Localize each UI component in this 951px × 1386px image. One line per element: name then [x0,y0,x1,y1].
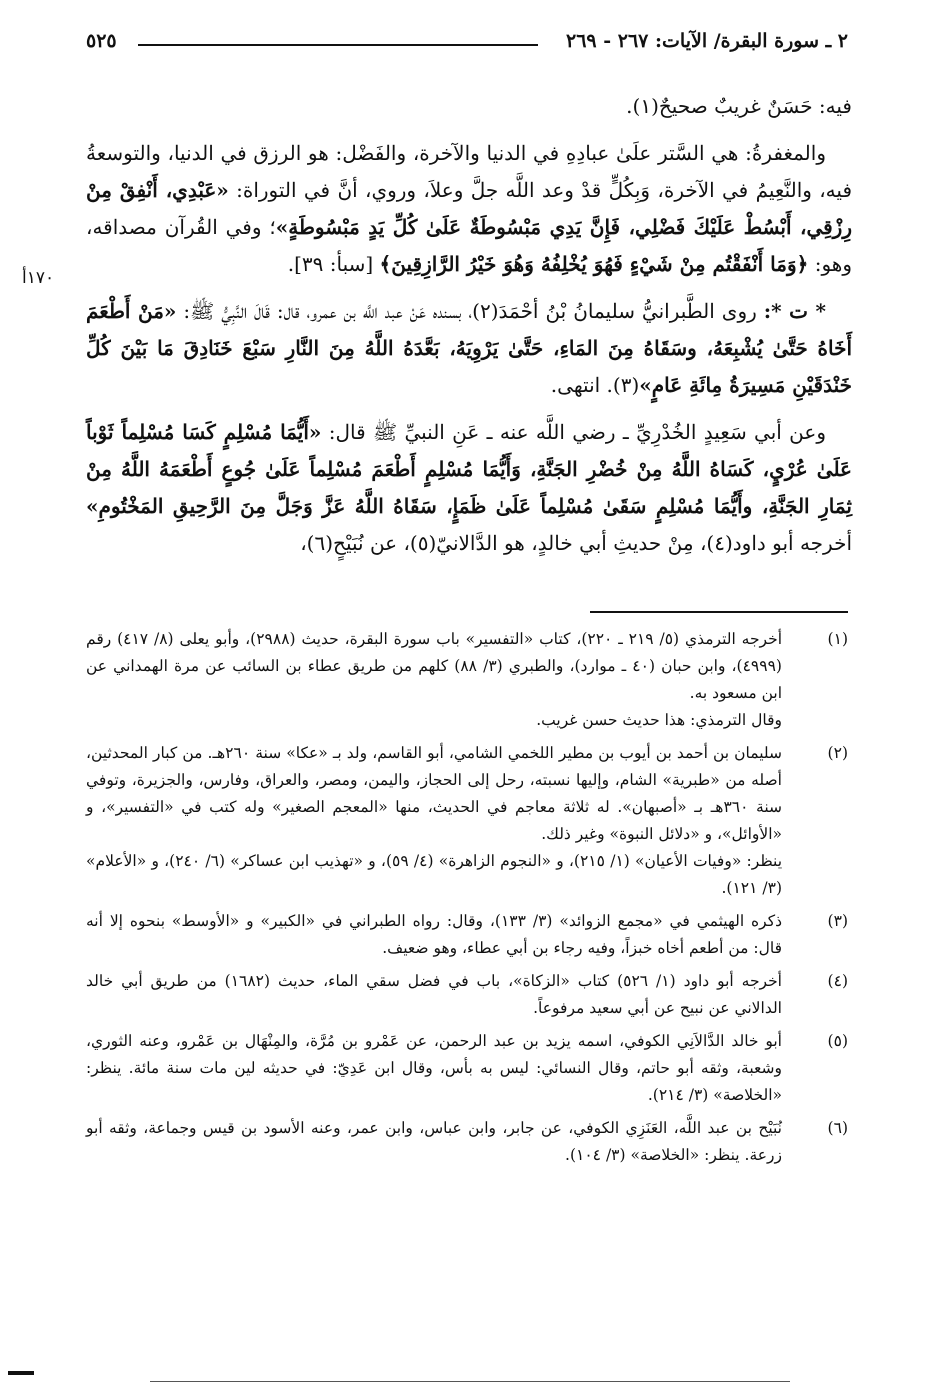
bottom-rule [150,1381,790,1382]
paragraph-2 [86,135,852,283]
p2-hadith-quote: «عَبْدِي، أَنْفِقْ مِنْ رِزْقِي، أَبْسُطْ عَلَيْكَ فَضْلِي، فَإِنَّ يَدِي مَبْسُوطَةٌ عَلَىٰ كُلِّ يَدٍ مَبْسُوطَةٍ» [86,178,853,239]
running-title: ٢ ـ سورة البقرة/ الآيات: ٢٦٧ - ٢٦٩ [566,30,848,52]
p2-text-b: ؛ وفي القُرآن مصداقه، وهو: [86,215,852,276]
p2-quran-verse: ﴿وَمَا أَنْفَقْتُم مِنْ شَيْءٍ فَهُوَ يُخْلِفُهُ وَهُوَ خَيْرُ الرَّازِقِينَ﴾ [379,252,809,276]
footnote-text: أخرجه أبو داود (١/ ٥٢٦) كتاب «الزكاة»، باب في فضل سقي الماء، حديث (١٦٨٢) من طريق أبي خالد الدالاني عن نبيح عن أبي سعيد مرفوعاً. [86,972,782,1017]
p3-text-b: (٣). انتهى. [550,373,640,397]
footnotes [86,626,848,1175]
footnote-4 [86,968,848,1022]
page-header [86,30,848,58]
footnote-3 [86,908,848,962]
paragraph-1: فيه: حَسَنٌ غريبٌ صحيحٌ(١). [626,94,852,118]
paragraph-4 [86,414,852,562]
footnote-number: (٣) [827,912,848,930]
footnote-5 [86,1028,848,1109]
footnote-number: (٢) [827,744,848,762]
footnote-6 [86,1115,848,1169]
footnote-number: (٦) [827,1119,848,1137]
footnote-number: (١) [827,630,848,648]
footnote-1 [86,626,848,734]
p4-hadith-quote: «أَيُّمَا مُسْلِمٍ كَسَا مُسْلِماً ثَوْباً عَلَىٰ عُرْيٍ، كَسَاهُ اللَّهُ مِنْ خُضْرِ الجَنَّةِ، وَأَيُّمَا مُسْلِمٍ أَطْعَمَ مُسْلِماً عَلَىٰ جُوعٍ أَطْعَمَهُ اللَّهُ مِنْ ثِمَارِ الجَنَّةِ، وأَيُّمَا مُسْلِمٍ سَقَىٰ مُسْلِماً عَلَىٰ ظَمَإٍ، سَقَاهُ اللَّهُ عَزَّ وَجَلَّ مِنَ الرَّحِيقِ المَخْتُومِ» [86,420,852,518]
p4-text-b: أخرجه أبو داود(٤)، مِنْ حديثِ أبي خالدٍ، هو الدَّالانيّ(٥)، عن نُبَيْحٍ(٦)، [300,531,852,555]
footnote-text: سليمان بن أحمد بن أيوب بن مطير اللخمي الشامي، أبو القاسم، ولد بـ «عكا» سنة ٢٦٠هـ. من كبار المحدثين، أصله من «طبرية» الشام، وإليها نسبته، رحل إلى الحجاز، واليمن، ومصر، والعراق، وفارس، والجزيرة، وتوفي سنة ٣٦٠هـ بـ «أصبهان». له ثلاثة معاجم في الحديث، منها «المعجم الصغير» وله كتب في «التفسير»، و «الأوائل»، و «دلائل النبوة» وغير ذلك. [86,744,782,843]
p4-text-a: وعن أبي سَعِيدٍ الخُدْرِيِّ ـ رضي اللَّه عنه ـ عَنِ النبيِّ ﷺ قال: [321,420,826,444]
footnote-number: (٤) [827,972,848,990]
p2-text-c: [سبأ: ٣٩]. [287,252,380,276]
p3-text-a: روى الطَّبرانيُّ سليمانُ بْنُ أحْمَدَ(٢)، بسنده عَنْ عبد اللَّه بن عمرو، قال: قَالَ النَّبِيُّ ﷺ: [176,299,764,323]
scan-corner-mark [8,1371,34,1375]
manuscript-folio-mark: ١٧٠أ [22,268,55,288]
footnote-extra: وقال الترمذي: هذا حديث حسن غريب. [536,711,782,729]
footnote-text: أبو خالد الدَّالاَنِي الكوفي، اسمه يزيد بن عبد الرحمن، عن عَمْرو بن مُرَّة، والمِنْهَال بن عَمْرو، وعنه الثوري، وشعبة، وثقه أبو حاتم، وقال النسائي: ليس به بأس، وقال ابن عَدِيّ: في حديثه لين مات سنة مائة. ينظر: «الخلاصة» (٣/ ٢١٤). [86,1032,782,1104]
p2-text-a: والمغفرةُ: هي السَّتر علَىٰ عبادِهِ في الدنيا والآخرة، والفَضْل: هو الرزق في الدنيا، والتوسعةُ فيه، والنَّعِيمُ في الآخرة، وَبِكُلٍّ قدْ وعد اللَّه جلَّ وعلاَ، وروي، أنَّ في التوراة: [86,141,853,202]
header-rule [138,44,538,46]
footnote-extra: ينظر: «وفيات الأعيان» (١/ ٢١٥)، و «النجوم الزاهرة» (٤/ ٥٩)، و «تهذيب ابن عساكر» (٦/ ٢٤٠)، و «الأعلام» (٣/ ١٢١). [86,852,783,897]
footnote-number: (٥) [827,1032,848,1050]
main-text [86,88,852,572]
footnote-text: نُبَيْح بن عبد اللَّه، العَنَزِي الكوفي، عن جابر، وابن عباس، وابن عمر، وعنه الأسود بن قيس وجماعة، وثقه أبو زرعة. ينظر: «الخلاصة» (٣/ ١٠٤). [86,1119,782,1164]
footnote-2 [86,740,848,902]
footnote-text: أخرجه الترمذي (٥/ ٢١٩ ـ ٢٢٠)، كتاب «التفسير» باب سورة البقرة، حديث (٢٩٨٨)، وأبو يعلى (٨/ ٤١٧) رقم (٤٩٩٩)، وابن حبان (٤٠ ـ موارد)، والطبري (٣/ ٨٨) كلهم من طريق عطاء بن السائب عن مرة الهمداني عن ابن مسعود به. [86,630,782,702]
p3-hadith-quote: «مَنْ أَطْعَمَ أَخَاهُ حَتَّىٰ يُشْبِعَهُ، وسَقَاهُ مِنَ المَاءِ، حَتَّىٰ يَرْوِيَهُ، بَعَّدَهُ اللَّهُ مِنَ النَّارِ سَبْعَ خَنَادِقَ مَا بَيْنَ كُلِّ خَنْدَقَيْنِ مَسِيرَةُ مِائَةِ عَامٍ» [86,299,852,397]
p3-lead-marker: * ت *: [763,299,826,323]
paragraph-3 [86,293,852,404]
page-number: ٥٢٥ [86,30,117,52]
footnote-separator [590,611,848,613]
footnote-text: ذكره الهيثمي في «مجمع الزوائد» (٣/ ١٣٣)، وقال: رواه الطبراني في «الكبير» و «الأوسط» بنحوه إلا أنه قال: من أطعم أخاه خبزاً، وفيه رجاء بن أبي عطاء، وهو ضعيف. [86,912,783,957]
